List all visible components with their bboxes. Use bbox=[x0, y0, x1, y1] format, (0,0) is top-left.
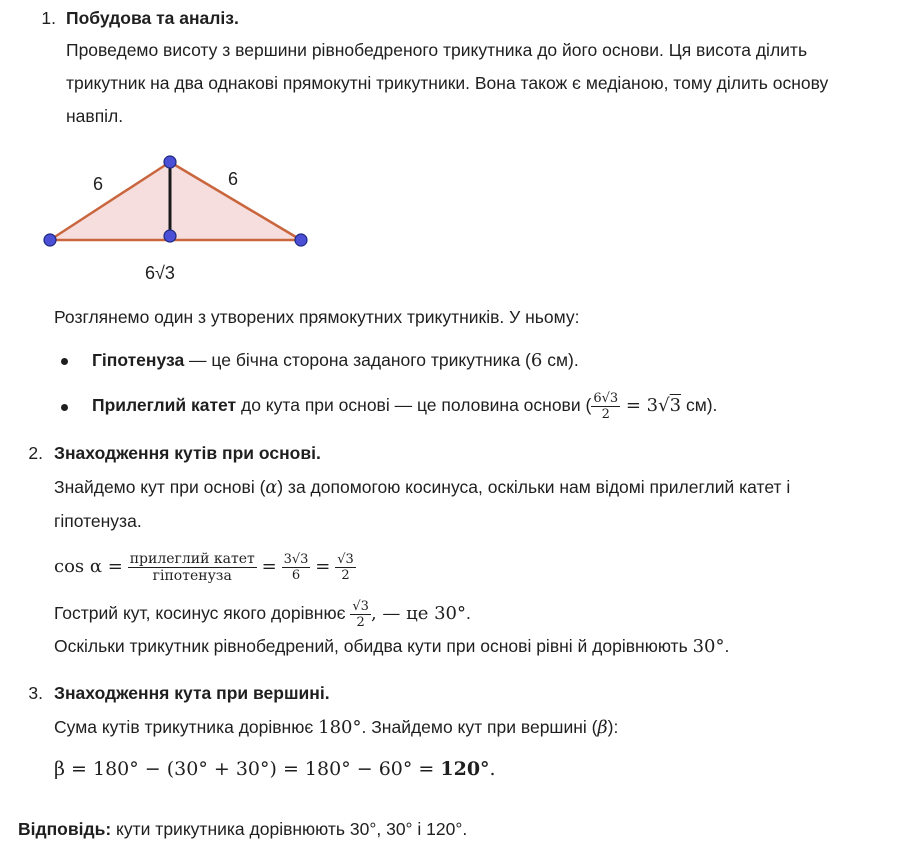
apex-equation-main: β = 180° − (30° + 30°) = 180° − 60° = bbox=[54, 758, 441, 780]
cos-value-fraction bbox=[282, 553, 311, 582]
step-1-paragraph-line-2: трикутник на два однакові прямокутні трикутники. Вона також є медіаною, тому ділить основу bbox=[66, 73, 829, 93]
bullet-dot bbox=[61, 404, 68, 411]
bullet-adjacent-leg bbox=[92, 389, 717, 422]
beta-symbol: β bbox=[597, 718, 608, 738]
apex-angle-text: . Знайдемо кут при вершині ( bbox=[361, 717, 598, 737]
acute-cos-numerator: √3 bbox=[352, 598, 369, 614]
angle-sum-value: 180° bbox=[318, 717, 362, 738]
isosceles-period: . bbox=[724, 636, 730, 656]
alpha-symbol: α bbox=[265, 478, 278, 498]
answer-line bbox=[18, 819, 467, 840]
step-1-paragraph-line-1: Проведемо висоту з вершини рівнобедреного трикутника до його основи. Ця висота ділить bbox=[66, 40, 808, 60]
cos-ratio-denominator: гіпотенуза bbox=[152, 567, 232, 584]
apex-angle-equation bbox=[54, 758, 496, 780]
angle-sum-end: ): bbox=[607, 717, 619, 737]
cos-simplified-denominator: 2 bbox=[341, 567, 350, 583]
half-base-equals: = 3 bbox=[620, 395, 659, 416]
cos-alpha-lhs: cos α = bbox=[54, 556, 123, 577]
vertex-left-point bbox=[44, 234, 56, 246]
step-3-title: Знаходження кута при вершині. bbox=[54, 683, 330, 703]
vertex-top-point bbox=[164, 156, 176, 168]
sqrt-radicand: 3 bbox=[669, 395, 682, 416]
equals-sign: = bbox=[315, 556, 331, 577]
adjacent-leg-term: Прилеглий катет bbox=[92, 395, 237, 415]
step-2-line-1-start: Знайдемо кут при основі ( bbox=[54, 477, 266, 497]
step-2-line-1-end: ) за допомогою косинуса, оскільки нам відомі прилеглий катет і bbox=[277, 477, 791, 497]
acute-angle-value: 30° bbox=[434, 603, 466, 624]
apex-angle-result: 120° bbox=[440, 758, 490, 780]
hypotenuse-unit: см). bbox=[542, 350, 579, 370]
cos-simplified-numerator: √3 bbox=[337, 551, 354, 567]
cos-simplified-fraction bbox=[335, 553, 356, 582]
apex-equation-period: . bbox=[489, 758, 496, 780]
hypotenuse-term: Гіпотенуза bbox=[92, 350, 185, 370]
isosceles-conclusion bbox=[54, 636, 729, 657]
adjacent-leg-text: до кута при основі — це половина основи ( bbox=[236, 395, 592, 415]
angle-sum-line bbox=[54, 717, 618, 738]
height-foot-point bbox=[164, 230, 176, 242]
side-right-label: 6 bbox=[228, 169, 239, 189]
acute-angle-text: Гострий кут, косинус якого дорівнює bbox=[54, 603, 351, 623]
answer-text: кути трикутника дорівнюють 30°, 30° і 120°. bbox=[111, 819, 468, 839]
bullet-dot bbox=[61, 358, 68, 365]
cos-ratio-numerator: прилеглий катет bbox=[129, 550, 255, 567]
step-3-number: 3. bbox=[28, 683, 43, 703]
cos-value-denominator: 6 bbox=[291, 567, 301, 583]
half-base-denominator: 2 bbox=[601, 406, 610, 422]
equals-sign: = bbox=[261, 556, 277, 577]
step-2-number: 2. bbox=[28, 443, 43, 463]
cos-value-numerator: 3√3 bbox=[283, 551, 309, 567]
step-2-line-2: гіпотенуза. bbox=[54, 511, 142, 531]
adjacent-leg-unit: см). bbox=[681, 395, 718, 415]
acute-cos-denominator: 2 bbox=[356, 614, 365, 630]
hypotenuse-value: 6 bbox=[530, 350, 543, 371]
half-base-numerator: 6√3 bbox=[593, 390, 619, 406]
step-2-line-1 bbox=[54, 477, 790, 498]
base-angle-value: 30° bbox=[692, 636, 725, 657]
step-1-paragraph-line-3: навпіл. bbox=[66, 106, 124, 126]
vertex-right-point bbox=[295, 234, 307, 246]
triangle-fill bbox=[50, 162, 301, 240]
step-1-title: Побудова та аналіз. bbox=[66, 8, 239, 28]
sqrt-sign: √ bbox=[658, 395, 670, 416]
acute-angle-period: . bbox=[465, 603, 471, 623]
cos-ratio-fraction bbox=[128, 552, 257, 583]
angle-sum-text: Сума кутів трикутника дорівнює bbox=[54, 717, 319, 737]
answer-label: Відповідь: bbox=[18, 819, 112, 839]
hypotenuse-text: — це бічна сторона заданого трикутника ( bbox=[184, 350, 531, 370]
cosine-formula bbox=[54, 547, 356, 586]
consider-text: Розглянемо один з утворених прямокутних трикутників. У ньому: bbox=[54, 307, 580, 327]
side-left-label: 6 bbox=[93, 174, 104, 194]
acute-angle-separator: , — це bbox=[370, 603, 435, 624]
isosceles-triangle-figure bbox=[0, 140, 360, 290]
bullet-hypotenuse bbox=[92, 350, 579, 371]
acute-cos-fraction bbox=[350, 600, 371, 629]
isosceles-text: Оскільки трикутник рівнобедрений, обидва кути при основі рівні й дорівнюють bbox=[54, 636, 693, 656]
step-2-title: Знаходження кутів при основі. bbox=[54, 443, 321, 463]
half-base-fraction bbox=[591, 392, 620, 421]
base-label: 6√3 bbox=[145, 263, 175, 283]
step-1-number: 1. bbox=[41, 8, 56, 28]
acute-angle-line bbox=[54, 597, 471, 630]
